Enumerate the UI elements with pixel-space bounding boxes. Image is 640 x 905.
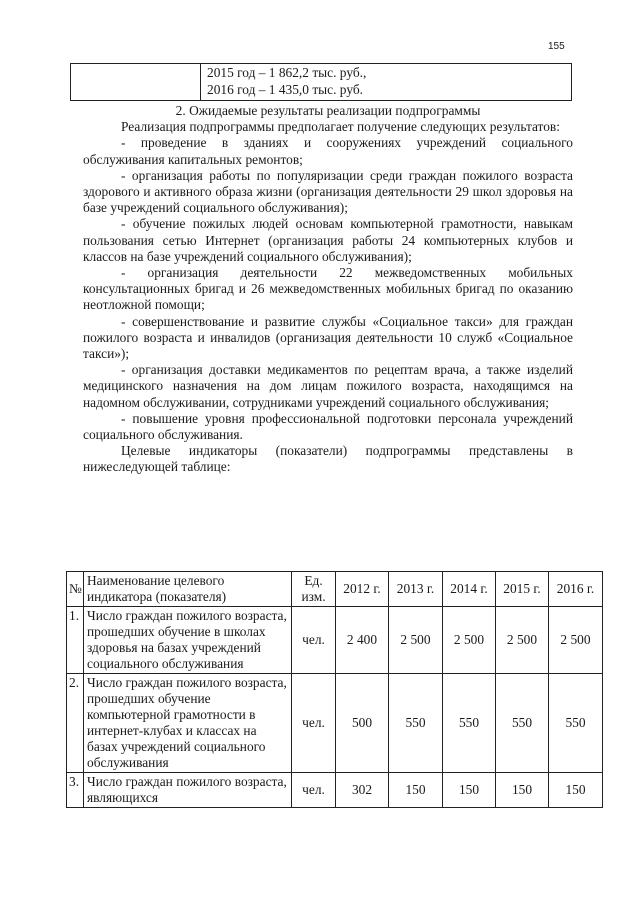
row-value: 302 bbox=[336, 773, 389, 808]
row-value: 500 bbox=[336, 674, 389, 773]
result-item: - совершенствование и развитие службы «Социальное такси» для граждан пожилого возраста и инвалидов (организация деятельности 10 служб «Социальное такси»); bbox=[83, 313, 573, 362]
row-value: 2 500 bbox=[389, 607, 443, 674]
funding-table bbox=[70, 63, 572, 101]
row-value: 550 bbox=[443, 674, 496, 773]
result-item: - повышение уровня профессиональной подготовки персонала учреждений социального обслуживания. bbox=[83, 410, 573, 443]
row-value: 2 500 bbox=[549, 607, 603, 674]
funding-table-value-cell bbox=[201, 64, 572, 101]
funding-row: 2015 год – 1 862,2 тыс. руб., bbox=[207, 65, 367, 80]
funding-table-label-cell bbox=[71, 64, 201, 101]
funding-row: 2016 год – 1 435,0 тыс. руб. bbox=[207, 82, 364, 97]
row-num: 1. bbox=[67, 607, 84, 674]
row-value: 150 bbox=[496, 773, 549, 808]
results-section bbox=[83, 103, 573, 476]
row-name: Число граждан пожилого возраста, прошедших обучение в школах здоровья на базах учреждений социального обслуживания bbox=[84, 607, 292, 674]
row-value: 550 bbox=[549, 674, 603, 773]
header-year: 2016 г. bbox=[549, 572, 603, 607]
table-row bbox=[67, 773, 603, 808]
result-item: - проведение в зданиях и сооружениях учреждений социального обслуживания капитальных ремонтов; bbox=[83, 135, 573, 167]
section-heading: 2. Ожидаемые результаты реализации подпрограммы bbox=[175, 103, 481, 118]
row-unit: чел. bbox=[292, 607, 336, 674]
row-value: 2 500 bbox=[496, 607, 549, 674]
row-value: 550 bbox=[496, 674, 549, 773]
row-num: 3. bbox=[67, 773, 84, 808]
header-num: № bbox=[67, 572, 84, 607]
header-year: 2012 г. bbox=[336, 572, 389, 607]
table-row bbox=[67, 674, 603, 773]
result-item: - обучение пожилых людей основам компьютерной грамотности, навыкам пользования сетью Интернет (организация работы 24 компьютерных клубов и классов на базе учреждений социального обслуживания); bbox=[83, 216, 573, 264]
header-year: 2015 г. bbox=[496, 572, 549, 607]
row-value: 150 bbox=[389, 773, 443, 808]
table-row bbox=[67, 607, 603, 674]
header-name: Наименование целевого индикатора (показателя) bbox=[84, 572, 292, 607]
result-item: - организация деятельности 22 межведомственных мобильных консультационных бригад и 26 межведомственных мобильных бригад по оказанию неотложной помощи; bbox=[83, 265, 573, 313]
page-number: 155 bbox=[548, 41, 565, 52]
row-value: 550 bbox=[389, 674, 443, 773]
row-value: 2 500 bbox=[443, 607, 496, 674]
row-name: Число граждан пожилого возраста, прошедших обучение компьютерной грамотности в интернет-клубах и классах на базах учреждений социального обслуживания bbox=[84, 674, 292, 773]
result-item: - организация работы по популяризации среди граждан пожилого возраста здорового и активного образа жизни (организация деятельности 29 школ здоровья на базе учреждений социального обслуживания); bbox=[83, 167, 573, 216]
table-header-row bbox=[67, 572, 603, 607]
row-name: Число граждан пожилого возраста, являющихся bbox=[84, 773, 292, 808]
row-value: 150 bbox=[549, 773, 603, 808]
row-num: 2. bbox=[67, 674, 84, 773]
header-year: 2013 г. bbox=[389, 572, 443, 607]
row-value: 150 bbox=[443, 773, 496, 808]
table-intro-paragraph: Целевые индикаторы (показатели) подпрограммы представлены в нижеследующей таблице: bbox=[83, 443, 573, 475]
row-value: 2 400 bbox=[336, 607, 389, 674]
result-item: - организация доставки медикаментов по рецептам врача, а также изделий медицинского назначения на дом лицам пожилого возраста, находящимся на надомном обслуживании, сотрудниками учреждений социального обслуживания; bbox=[83, 362, 573, 410]
header-unit: Ед. изм. bbox=[292, 572, 336, 607]
row-unit: чел. bbox=[292, 674, 336, 773]
intro-paragraph: Реализация подпрограммы предполагает получение следующих результатов: bbox=[121, 119, 560, 135]
row-unit: чел. bbox=[292, 773, 336, 808]
header-year: 2014 г. bbox=[443, 572, 496, 607]
indicators-table bbox=[66, 571, 603, 808]
